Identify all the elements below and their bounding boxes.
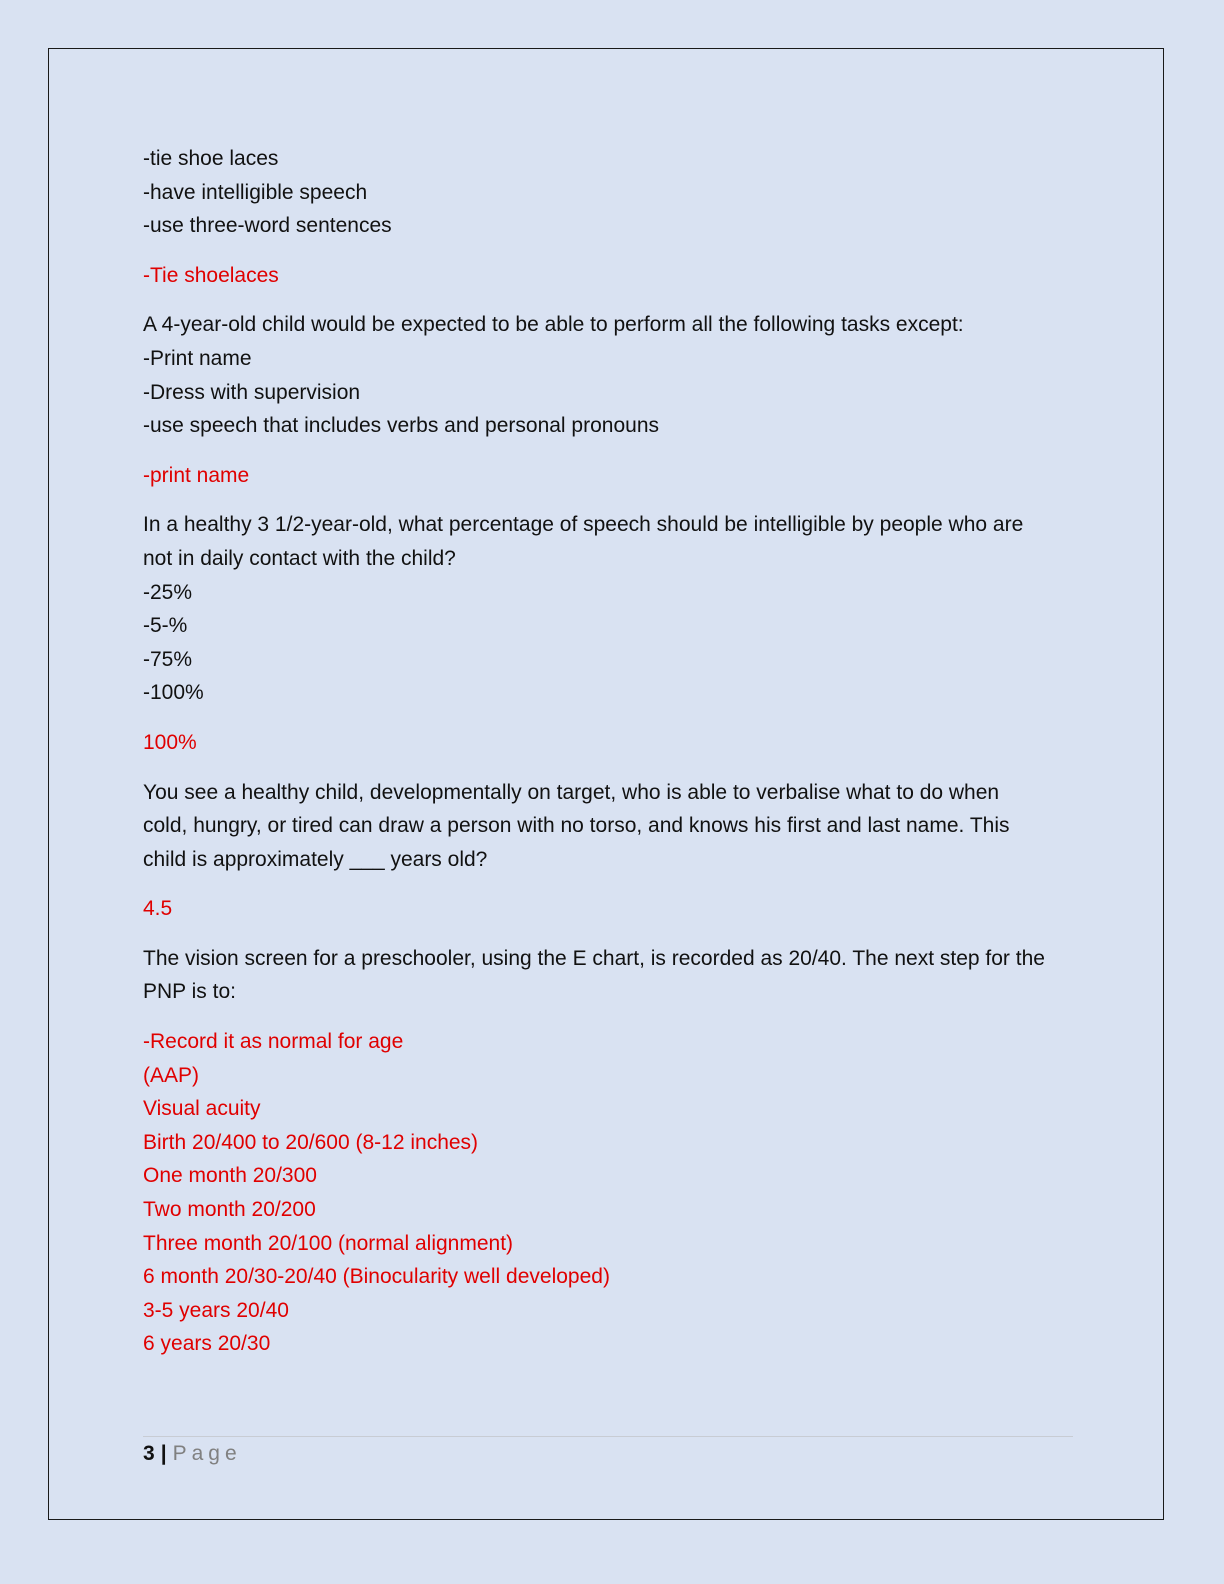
answer-block	[143, 259, 1078, 293]
question-block	[143, 508, 1078, 710]
answer-line: Two month 20/200	[143, 1198, 316, 1222]
answer-line: -Record it as normal for age	[143, 1030, 404, 1054]
question-block	[143, 776, 1078, 877]
page-number: 3	[143, 1442, 155, 1465]
answer-block	[143, 892, 1078, 926]
page-label: Page	[172, 1442, 242, 1465]
answer-line: Three month 20/100 (normal alignment)	[143, 1231, 514, 1255]
answer-line: -Tie shoelaces	[143, 263, 279, 287]
question-block	[143, 308, 1078, 442]
answer-line: Visual acuity	[143, 1097, 261, 1121]
answer-line: 6 month 20/30-20/40 (Binocularity well developed)	[143, 1265, 610, 1289]
footer-divider	[143, 1436, 1073, 1437]
text-line: not in daily contact with the child?	[143, 546, 456, 570]
answer-block	[143, 726, 1078, 760]
answer-line: -print name	[143, 463, 250, 487]
text-line: You see a healthy child, developmentally on target, who is able to verbalise what to do when	[143, 780, 1000, 804]
text-line: -tie shoe laces	[143, 147, 279, 170]
text-line: child is approximately ___ years old?	[143, 847, 488, 871]
text-line: -75%	[143, 647, 193, 671]
text-line: PNP is to:	[143, 980, 236, 1004]
answer-line: 6 years 20/30	[143, 1332, 271, 1356]
answer-line: Birth 20/400 to 20/600 (8-12 inches)	[143, 1130, 479, 1154]
answer-line: 4.5	[143, 897, 173, 921]
text-line: -25%	[143, 580, 193, 604]
footer-separator: |	[160, 1442, 167, 1465]
page-footer	[143, 1440, 242, 1468]
document-body	[143, 142, 1078, 1377]
text-line: -5-%	[143, 614, 188, 638]
text-line: A 4-year-old child would be expected to be able to perform all the following tasks except:	[143, 313, 964, 337]
text-line: The vision screen for a preschooler, using the E chart, is recorded as 20/40. The next step for the	[143, 946, 1045, 970]
answer-block	[143, 459, 1078, 493]
text-line: -Print name	[143, 346, 252, 370]
text-line: -Dress with supervision	[143, 380, 361, 404]
answer-line: 3-5 years 20/40	[143, 1298, 289, 1322]
answer-line: 100%	[143, 730, 197, 754]
text-line: cold, hungry, or tired can draw a person with no torso, and knows his first and last name. This	[143, 814, 1010, 838]
text-line: -use three-word sentences	[143, 214, 392, 238]
text-line: -have intelligible speech	[143, 180, 368, 204]
question-block	[143, 142, 1078, 243]
question-block	[143, 942, 1078, 1009]
answer-line: (AAP)	[143, 1063, 200, 1087]
answer-line: One month 20/300	[143, 1164, 317, 1188]
text-line: In a healthy 3 1/2-year-old, what percentage of speech should be intelligible by people who are	[143, 513, 1024, 537]
text-line: -100%	[143, 681, 204, 705]
answer-block	[143, 1025, 1078, 1361]
text-line: -use speech that includes verbs and personal pronouns	[143, 414, 659, 438]
